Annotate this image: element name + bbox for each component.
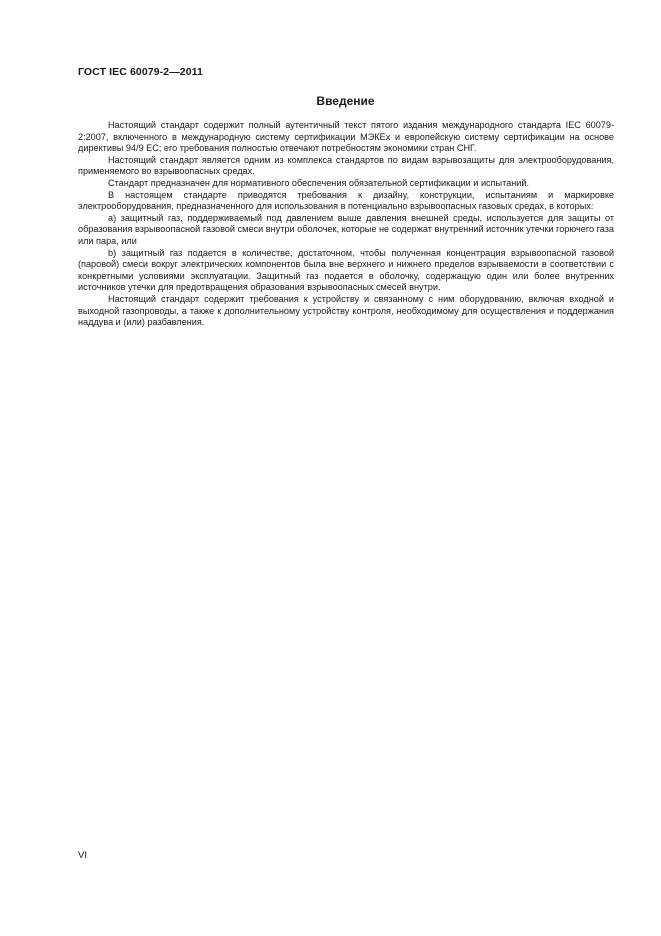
list-item-a: a) защитный газ, поддерживаемый под давлением выше давления внешней среды, используется для защиты от образования взрывоопасной газовой смеси внутри оболочек, которые не содержат внутренний источник утечки горючего газа или пара, или <box>78 212 614 246</box>
paragraph: Стандарт предназначен для нормативного обеспечения обязательной сертификации и испытаний. <box>108 177 530 188</box>
page-number: VI <box>78 850 87 861</box>
document-header: ГОСТ IEC 60079-2—2011 <box>78 66 203 78</box>
paragraph: В настоящем стандарте приводятся требования к дизайну, конструкции, испытаниям и маркировке электрооборудования, предназначенного для использования в потенциально взрывоопасных газовых средах, в которых: <box>78 189 614 212</box>
section-title: Введение <box>316 94 375 108</box>
paragraph: Настоящий стандарт содержит полный аутентичный текст пятого издания международного стандарта IEC 60079-2:2007, включенного в международную систему сертификации МЭКЕх и европейскую систему сертификации на основе директивы 94/9 ЕС; его требования полностью отвечают потребностям экономики стран СНГ. <box>78 120 614 154</box>
body-text <box>78 120 614 329</box>
paragraph: Настоящий стандарт содержит требования к устройству и связанному с ним оборудованию, включая входной и выходной газопроводы, а также к дополнительному устройству контроля, необходимому для осуществления и поддержания наддува и (или) разбавления. <box>78 293 614 328</box>
list-item-b: b) защитный газ подается в количестве, достаточном, чтобы полученная концентрация взрывоопасной газовой (паровой) смеси вокруг электрических компонентов была вне верхнего и нижнего пределов взрываемости в соответствии с конкретными условиями эксплуатации. Защитный газ подается в оболочку, содержащую один или более внутренних источников утечки для предотвращения образования взрывоопасных смесей внутри. <box>78 247 614 293</box>
paragraph: Настоящий стандарт является одним из комплекса стандартов по видам взрывозащиты для электрооборудования, применяемого во взрывоопасных средах. <box>78 154 614 177</box>
